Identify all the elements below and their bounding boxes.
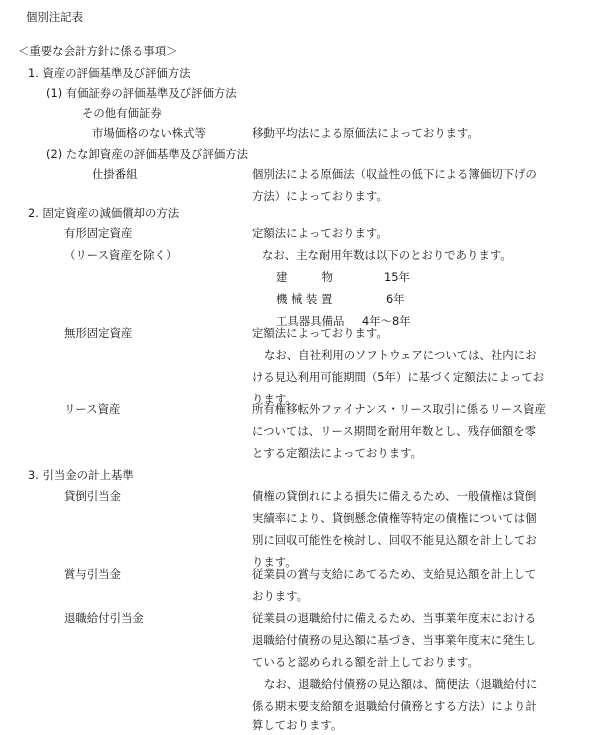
- intangible-line3: ける見込利用可能期間（5年）に基づく定額法によってお: [252, 370, 545, 384]
- section-2-label: 2. 固定資産の減価償却の方法: [28, 206, 180, 220]
- tangible-label: 有形固定資産: [64, 226, 133, 240]
- tangible-note: （リース資産を除く）: [64, 248, 178, 262]
- lease-label: リース資産: [64, 402, 121, 416]
- section-heading: ＜重要な会計方針に係る事項＞: [18, 44, 178, 58]
- life-row-name: 機 械 装 置: [276, 292, 333, 306]
- section-1-sub2a-line2: 方法）によっております。: [252, 189, 388, 203]
- intangible-line4: ります。: [252, 392, 297, 406]
- retire-line2: 退職給付債務の見込額に基づき、当事業年度末に発生し: [252, 633, 537, 647]
- life-row-name: 建 物: [276, 270, 333, 284]
- section-1-sub1a: その他有価証券: [82, 106, 162, 120]
- retire-line6: 算しております。: [252, 718, 343, 732]
- intangible-line1: 定額法によっております。: [252, 326, 388, 340]
- retire-line1: 従業員の退職給付に備えるため、当事業年度末における: [252, 611, 537, 625]
- bonus-label: 賞与引当金: [64, 567, 121, 581]
- intangible-line2: なお、自社利用のソフトウェアについては、社内にお: [264, 348, 537, 362]
- section-1-sub2: (2) たな卸資産の評価基準及び評価方法: [46, 147, 249, 161]
- bad-debt-line4: ります。: [252, 555, 297, 569]
- lease-line1: 所有権移転外ファイナンス・リース取引に係るリース資産: [252, 402, 546, 416]
- section-1-sub2a-label: 仕掛番組: [92, 167, 138, 181]
- tangible-line2: なお、主な耐用年数は以下のとおりであります。: [262, 248, 512, 262]
- section-1-label: 1. 資産の評価基準及び評価方法: [28, 66, 191, 80]
- bad-debt-line3: 別に回収可能性を検討し、回収不能見込額を計上してお: [252, 533, 537, 547]
- retire-line5: 係る期末要支給額を退職給付債務とする方法）により計: [252, 699, 537, 713]
- retire-label: 退職給付引当金: [64, 611, 144, 625]
- section-1-sub1b-label: 市場価格のない株式等: [92, 126, 206, 140]
- section-1-sub2a-line1: 個別法による原価法（収益性の低下による簿価切下げの: [252, 167, 537, 181]
- lease-line2: については、リース期間を耐用年数とし、残存価額を零: [252, 424, 536, 438]
- life-row-years: 15年: [384, 270, 410, 284]
- life-row-years: 4年〜8年: [362, 314, 411, 328]
- section-3-label: 3. 引当金の計上基準: [28, 468, 134, 482]
- document-title: 個別注記表: [26, 10, 83, 24]
- bad-debt-label: 貸倒引当金: [64, 489, 121, 503]
- section-1-sub1b-text: 移動平均法による原価法によっております。: [252, 126, 479, 140]
- intangible-label: 無形固定資産: [64, 326, 133, 340]
- life-row-years: 6年: [386, 292, 405, 306]
- lease-line3: とする定額法によっております。: [252, 446, 422, 460]
- life-row-name: 工具器具備品: [276, 314, 345, 328]
- retire-line4: なお、退職給付債務の見込額は、簡便法（退職給付に: [264, 677, 538, 691]
- bonus-line1: 従業員の賞与支給にあてるため、支給見込額を計上して: [252, 567, 537, 581]
- section-1-sub1: (1) 有価証券の評価基準及び評価方法: [46, 86, 237, 100]
- retire-line3: ていると認められる額を計上しております。: [252, 655, 479, 669]
- tangible-line1: 定額法によっております。: [252, 226, 388, 240]
- bad-debt-line1: 債権の貸倒れによる損失に備えるため、一般債権は貸倒: [252, 489, 537, 503]
- bad-debt-line2: 実績率により、貸倒懸念債権等特定の債権については個: [252, 511, 537, 525]
- bonus-line2: おります。: [252, 589, 309, 603]
